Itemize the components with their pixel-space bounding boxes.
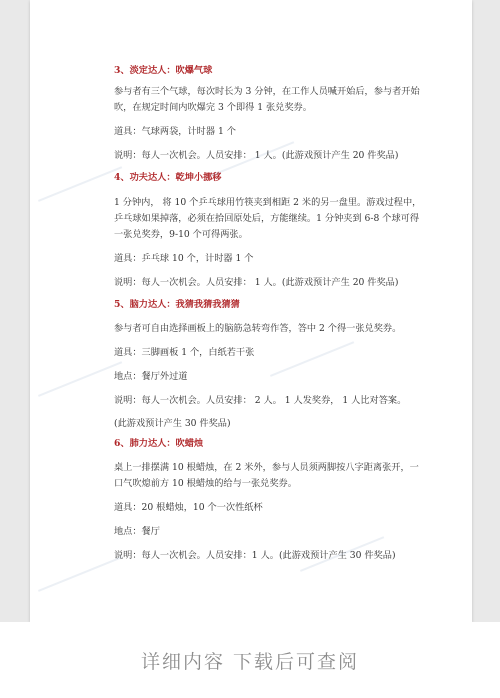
- watermark-mark: [38, 166, 122, 202]
- props-line: 道具：乒乓球 10 个，计时器 1 个: [114, 253, 254, 264]
- section-heading-4: 4、功夫达人：乾坤小挪移: [114, 172, 222, 183]
- paragraph-line: 参与者可自由选择画板上的脑筋急转弯作答，答中 2 个得一张兑奖券。: [114, 323, 402, 334]
- paragraph-line: 吹，在规定时间内吹爆完 3 个即得 1 张兑奖券。: [114, 102, 312, 113]
- section-heading-6: 6、肺力达人：吹蜡烛: [114, 438, 204, 449]
- location-line: 地点：餐厅: [114, 526, 160, 537]
- paragraph-line: 桌上一排摆满 10 根蜡烛，在 2 米外，参与人员须两脚按八字距离张开，一: [114, 462, 419, 473]
- document-page: [30, 0, 472, 622]
- paragraph-line: 1 分钟内， 将 10 个乒乓球用竹筷夹到相距 2 米的另一盘里。游戏过程中，: [114, 197, 422, 208]
- download-notice: 详细内容 下载后可查阅: [0, 622, 500, 698]
- section-heading-5: 5、脑力达人：我猜我猜我猜猜: [114, 299, 240, 310]
- watermark-mark: [38, 556, 122, 592]
- note-line: 说明：每人一次机会。人员安排： 2 人。 1 人发奖券， 1 人比对答案。: [114, 395, 407, 406]
- paragraph-line: 乒乓球如果掉落，必须在拾回原处后，方能继续。1 分钟夹到 6-8 个球可得: [114, 213, 420, 224]
- note-line: 说明：每人一次机会。人员安排： 1 人。(此游戏预计产生 20 件奖品): [114, 277, 399, 288]
- note-line: (此游戏预计产生 30 件奖品): [114, 418, 231, 429]
- section-heading-3: 3、淡定达人：吹爆气球: [114, 65, 213, 76]
- note-line: 说明：每人一次机会。人员安排：1 人。(此游戏预计产生 30 件奖品): [114, 550, 396, 561]
- paragraph-line: 一张兑奖券，9-10 个可得两张。: [114, 229, 248, 240]
- props-line: 道具：三脚画板 1 个，白纸若干张: [114, 347, 255, 358]
- paragraph-line: 口气吹熄前方 10 根蜡烛的给与一张兑奖券。: [114, 478, 297, 489]
- props-line: 道具：气球两袋，计时器 1 个: [114, 126, 236, 137]
- paragraph-line: 参与者有三个气球，每次时长为 3 分钟，在工作人员喊开始后，参与者开始: [114, 86, 420, 97]
- props-line: 道具：20 根蜡烛，10 个一次性纸杯: [114, 502, 263, 513]
- note-line: 说明：每人一次机会。人员安排： 1 人。(此游戏预计产生 20 件奖品): [114, 150, 399, 161]
- watermark-mark: [38, 361, 122, 397]
- location-line: 地点：餐厅外过道: [114, 371, 188, 382]
